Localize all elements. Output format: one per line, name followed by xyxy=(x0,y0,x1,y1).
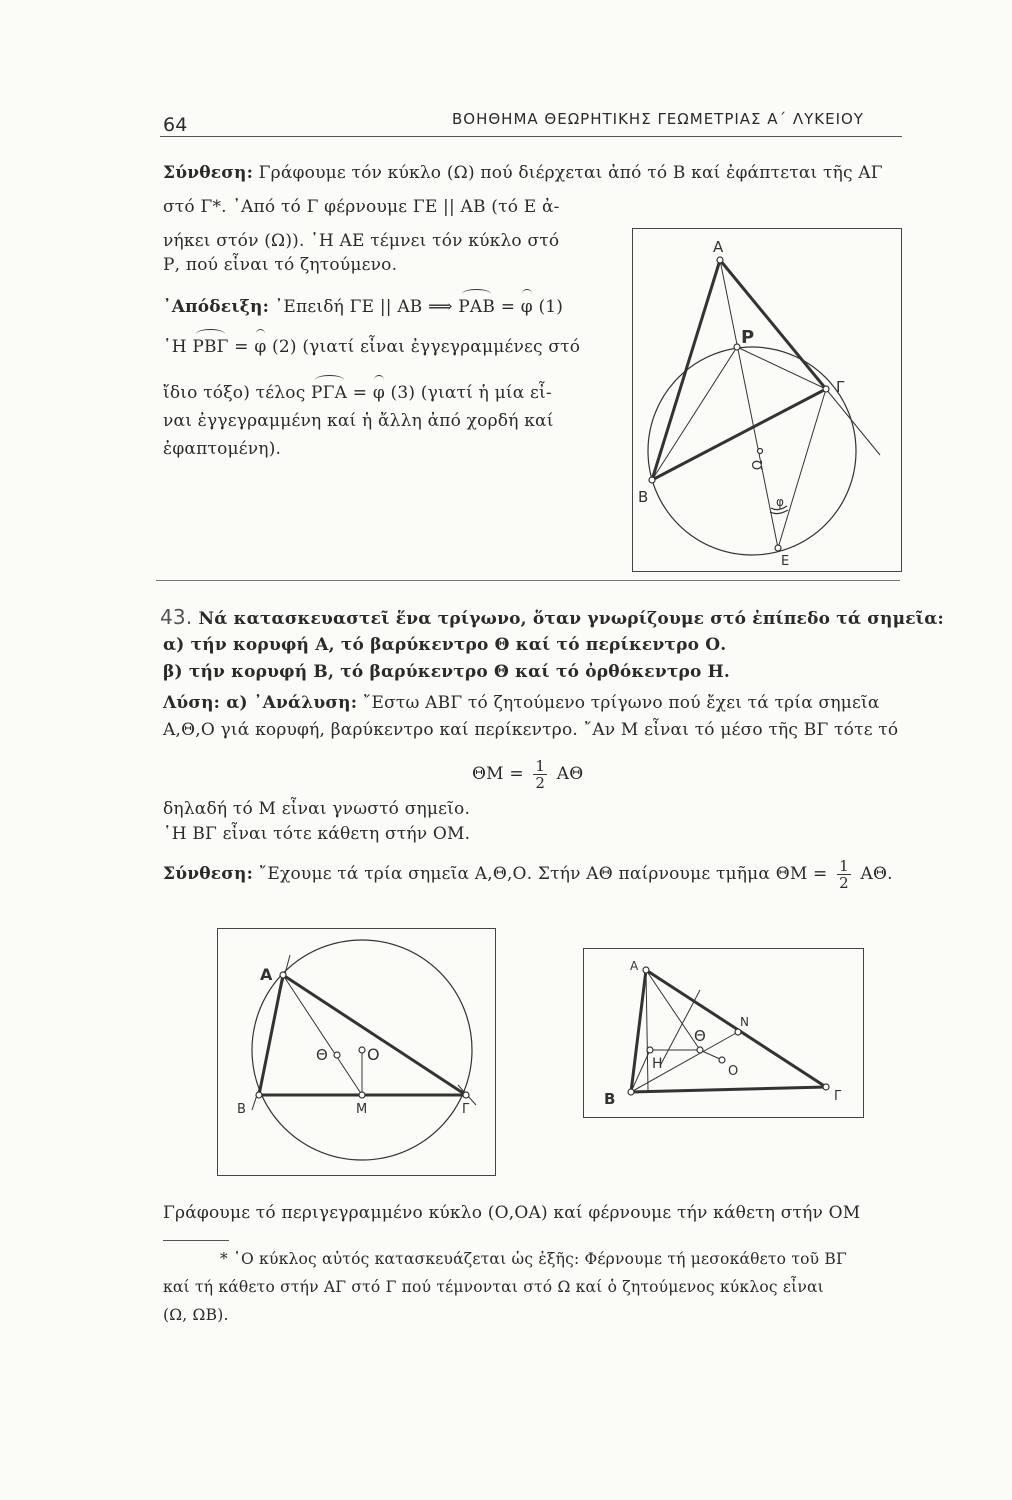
analysis-label: α) ᾿Ανάλυση: xyxy=(220,693,358,713)
proof-line-3 xyxy=(163,382,552,404)
side-ag xyxy=(720,260,826,389)
line-a-theta xyxy=(646,970,700,1050)
point-a xyxy=(280,972,286,978)
point-theta xyxy=(334,1052,340,1058)
frac-num: 1 xyxy=(839,857,849,875)
label-n: Ν xyxy=(740,1015,749,1029)
footnote-line-2: καί τή κάθετο στήν ΑΓ στό Γ πού τέμνονται στό Ω καί ὁ ζητούμενος κύκλος εἶναι xyxy=(163,1278,824,1296)
circle-omega xyxy=(648,347,856,555)
phi-angle: φ xyxy=(520,297,533,317)
proof-text: ᾿Επειδή ΓΕ || ΑΒ ⟹ xyxy=(269,297,459,317)
point-n xyxy=(735,1029,741,1035)
page-number: 64 xyxy=(163,114,188,136)
label-a: Α xyxy=(260,965,273,984)
point-g xyxy=(823,386,829,392)
synthesis-line-3: νήκει στόν (Ω)). ῾Η ΑΕ τέμνει τόν κύκλο στό xyxy=(163,231,560,251)
side-ab xyxy=(652,260,720,480)
synthesis-label: Σύνθεση: xyxy=(163,163,254,183)
point-b xyxy=(256,1092,262,1098)
point-a xyxy=(717,257,723,263)
label-o: Ο xyxy=(728,1064,739,1079)
equation xyxy=(472,758,583,791)
label-o: Ο xyxy=(367,1045,380,1064)
proof-line-5: ἐφαπτομένη). xyxy=(163,439,282,459)
eq-number: (1) xyxy=(532,297,564,317)
point-b xyxy=(628,1089,634,1095)
proof-line-4: ναι ἐγγεγραμμένη καί ἡ ἄλλη ἀπό χορδή καί xyxy=(163,411,554,431)
figure-2 xyxy=(217,928,497,1178)
phi-arc xyxy=(770,510,788,514)
frac-den: 2 xyxy=(535,774,546,792)
label-theta: Θ xyxy=(694,1027,706,1045)
solution-line-3: δηλαδή τό Μ εἶναι γνωστό σημεῖο. xyxy=(163,799,471,819)
label-m: Μ xyxy=(356,1102,368,1117)
side-bg xyxy=(631,1087,826,1092)
synthesis-2-line xyxy=(163,858,893,891)
label-b: Β xyxy=(604,1090,616,1108)
point-b xyxy=(649,477,655,483)
line-a-m xyxy=(283,975,362,1095)
arc-angle: ΡΑΒ xyxy=(458,297,496,317)
point-o xyxy=(719,1057,725,1063)
solution-line-4: ῾Η ΒΓ εἶναι τότε κάθετη στήν ΟΜ. xyxy=(163,824,471,844)
label-a: Α xyxy=(713,238,724,256)
synthesis-text: Γράφουμε τόν κύκλο (Ω) πού διέρχεται ἀπό τό Β καί ἐφάπτεται τῆς ΑΓ xyxy=(253,163,883,183)
running-title: ΒΟΗΘΗΜΑ ΘΕΩΡΗΤΙΚΗΣ ΓΕΩΜΕΤΡΙΑΣ Α΄ ΛΥΚΕΙΟΥ xyxy=(452,110,864,128)
synthesis-2-end: ΑΘ. xyxy=(860,864,893,884)
footnote-rule xyxy=(163,1240,229,1241)
problem-number: 43. xyxy=(160,605,193,629)
proof-line-2 xyxy=(163,336,580,358)
label-g: Γ xyxy=(836,378,845,396)
problem-part-a: α) τήν κορυφή Α, τό βαρύκεντρο Θ καί τό περίκεντρο Ο. xyxy=(163,635,727,655)
frac-num: 1 xyxy=(535,757,546,775)
point-omega xyxy=(758,449,763,454)
synthesis-2-label: Σύνθεση: xyxy=(163,864,254,884)
label-p: Ρ xyxy=(741,327,755,348)
synthesis-2-text: ῎Εχουμε τά τρία σημεῖα Α,Θ,Ο. Στήν ΑΘ παίρνουμε τμῆμα ΘΜ = xyxy=(253,864,828,884)
tangent-line xyxy=(826,389,880,455)
frac-den: 2 xyxy=(839,874,849,892)
phi-angle: φ xyxy=(372,383,385,403)
line-theta-o xyxy=(700,1050,722,1060)
side-bg xyxy=(652,389,826,480)
point-a xyxy=(643,967,649,973)
header-rule xyxy=(160,136,902,137)
label-b: Β xyxy=(237,1102,246,1117)
solution-line-1 xyxy=(163,692,880,714)
footnote-line-3: (Ω, ΩΒ). xyxy=(163,1306,229,1324)
fraction xyxy=(837,858,851,891)
label-a: Α xyxy=(630,959,639,973)
point-g xyxy=(463,1092,469,1098)
figure-3 xyxy=(583,948,863,1118)
proof-text: (2) (γιατί εἶναι ἐγγεγραμμένες στό xyxy=(266,337,581,357)
solution-label: Λύση: xyxy=(163,693,221,713)
problem-statement: Νά κατασκευαστεῖ ἕνα τρίγωνο, ὅταν γνωρίζουμε στό ἐπίπεδο τά σημεῖα: xyxy=(192,609,944,629)
label-theta: Θ xyxy=(316,1046,328,1064)
point-theta xyxy=(697,1047,703,1053)
equals: = xyxy=(495,297,521,317)
section-rule xyxy=(156,580,900,581)
eq-right: ΑΘ xyxy=(556,764,584,784)
arc-angle: ΡΓΑ xyxy=(311,383,348,403)
line-bp xyxy=(652,347,737,480)
label-b: Β xyxy=(638,488,649,506)
label-phi: φ xyxy=(776,495,784,509)
label-omega: Ω xyxy=(751,460,766,470)
phi-angle: φ xyxy=(254,337,267,357)
line-ge xyxy=(778,389,826,548)
problem-43-line xyxy=(160,606,944,630)
solution-text: ῎Εστω ΑΒΓ τό ζητούμενο τρίγωνο πού ἔχει τά τρία σημεῖα xyxy=(357,693,880,713)
proof-label: ᾿Απόδειξη: xyxy=(163,297,270,317)
label-g: Γ xyxy=(462,1102,470,1117)
equals: = xyxy=(347,383,373,403)
problem-part-b: β) τήν κορυφή Β, τό βαρύκεντρο Θ καί τό ὀρθόκεντρο Η. xyxy=(163,662,731,682)
synthesis-line-1 xyxy=(163,162,883,184)
synthesis-line-2: στό Γ*. ᾿Από τό Γ φέρνουμε ΓΕ || ΑΒ (τό Ε ἀ- xyxy=(163,197,560,217)
point-h xyxy=(647,1047,653,1053)
label-h: Η xyxy=(652,1056,663,1072)
point-o xyxy=(359,1047,365,1053)
proof-text: ἴδιο τόξο) τέλος xyxy=(163,383,312,403)
solution-line-2: Α,Θ,Ο γιά κορυφή, βαρύκεντρο καί περίκεντρο. ῎Αν Μ εἶναι τό μέσο τῆς ΒΓ τότε τό xyxy=(163,720,899,740)
proof-line-1 xyxy=(163,296,563,318)
label-e: Ε xyxy=(781,554,790,569)
bottom-line: Γράφουμε τό περιγεγραμμένο κύκλο (Ο,ΟΑ) καί φέρνουμε τήν κάθετη στήν ΟΜ xyxy=(163,1203,861,1223)
synthesis-line-4: Ρ, πού εἶναι τό ζητούμενο. xyxy=(163,255,398,275)
arc-angle: ΡΒΓ xyxy=(192,337,229,357)
eq-left: ΘΜ = xyxy=(472,764,524,784)
footnote-line-1: * ῾Ο κύκλος αὐτός κατασκευάζεται ὡς ἑξῆς: Φέρνουμε τή μεσοκάθετο τοῦ ΒΓ xyxy=(220,1250,847,1268)
fraction xyxy=(533,758,547,791)
point-p xyxy=(734,344,740,350)
proof-text: ῾Η xyxy=(163,337,193,357)
equals: = xyxy=(228,337,255,357)
side-ab xyxy=(631,970,646,1092)
altitude-a xyxy=(646,970,648,1090)
proof-text: (3) (γιατί ἡ μία εἶ- xyxy=(384,383,552,403)
point-g xyxy=(823,1084,829,1090)
point-m xyxy=(359,1092,365,1098)
side-ag xyxy=(283,975,466,1095)
line-pg xyxy=(737,347,826,389)
point-e xyxy=(775,545,781,551)
line-ae xyxy=(720,260,778,548)
figure-1 xyxy=(620,225,900,580)
label-g: Γ xyxy=(834,1089,842,1104)
